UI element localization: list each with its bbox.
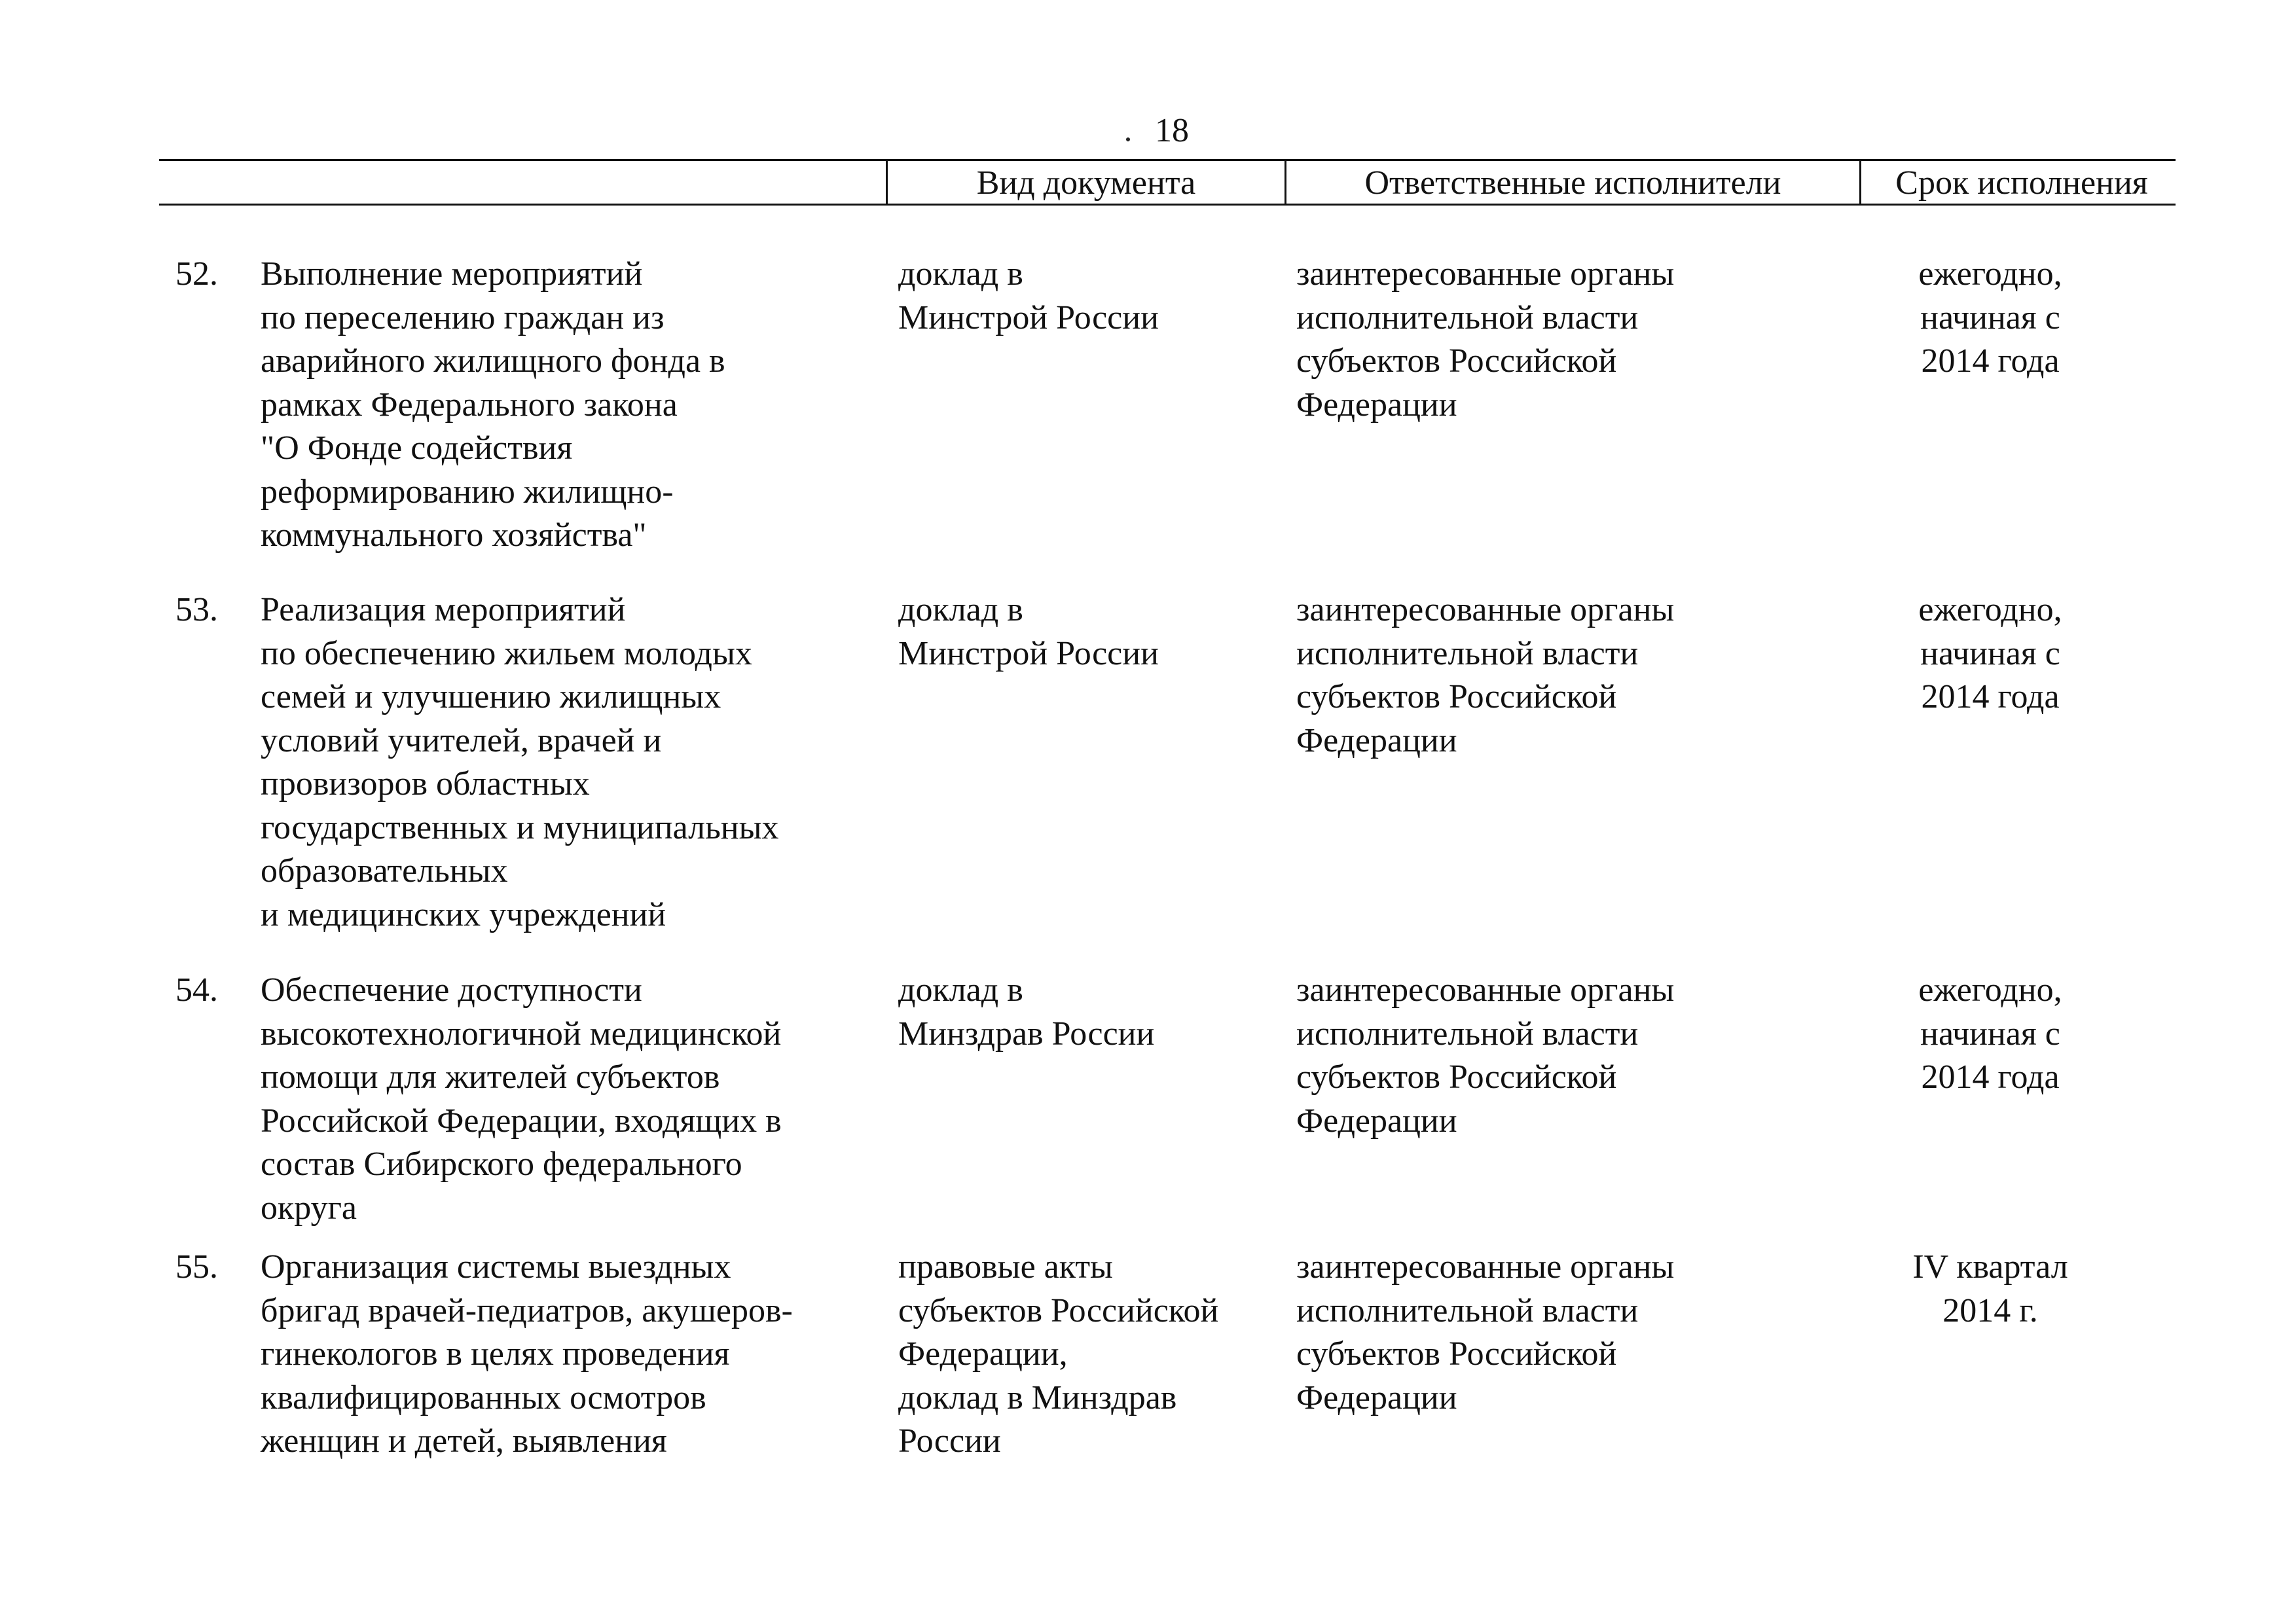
row-doc-type: доклад в Минстрой России (898, 591, 1159, 672)
header-deadline: Срок исполнения (1895, 164, 2148, 202)
header-doc-type: Вид документа (976, 164, 1196, 202)
row-measure: Обеспечение доступности высокотехнологичной медицинской помощи для жителей субъектов Российской Федерации, входящих в состав Сибирского федерального округа (261, 971, 782, 1227)
row-executors: заинтересованные органы исполнительной власти субъектов Российской Федерации (1296, 591, 1675, 759)
page-number (1133, 111, 1211, 151)
row-measure: Организация системы выездных бригад врачей-педиатров, акушеров- гинекологов в целях проведения квалифицированных осмотров женщин и детей, выявления (261, 1248, 793, 1460)
row-executors: заинтересованные органы исполнительной власти субъектов Российской Федерации (1296, 255, 1675, 424)
row-deadline: ежегодно, начиная с 2014 года (1918, 971, 2062, 1096)
row-number: 54. (175, 971, 218, 1009)
scan-speck (1126, 137, 1130, 141)
row-measure: Выполнение мероприятий по переселению граждан из аварийного жилищного фонда в рамках Федерального закона "О Фонде содействия реформированию жилищно- коммунального хозяйства" (261, 255, 725, 554)
row-number: 55. (175, 1248, 218, 1286)
row-number: 53. (175, 591, 218, 628)
row-measure: Реализация мероприятий по обеспечению жильем молодых семей и улучшению жилищных условий учителей, врачей и провизоров областных государственных и муниципальных образовательных и медицинских учреждений (261, 591, 779, 933)
page-number-text: 18 (1155, 112, 1189, 149)
header-executors: Ответственные исполнители (1364, 164, 1781, 202)
row-deadline: ежегодно, начиная с 2014 года (1918, 591, 2062, 715)
row-doc-type: правовые акты субъектов Российской Федерации, доклад в Минздрав России (898, 1248, 1219, 1460)
row-deadline: IV квартал 2014 г. (1912, 1248, 2068, 1329)
table-header-top-rule (159, 159, 2176, 161)
row-executors: заинтересованные органы исполнительной власти субъектов Российской Федерации (1296, 971, 1675, 1140)
row-number: 52. (175, 255, 218, 293)
table-header-bottom-rule (159, 204, 2176, 206)
row-executors: заинтересованные органы исполнительной власти субъектов Российской Федерации (1296, 1248, 1675, 1416)
row-doc-type: доклад в Минздрав России (898, 971, 1155, 1053)
row-doc-type: доклад в Минстрой России (898, 255, 1159, 336)
row-deadline: ежегодно, начиная с 2014 года (1918, 255, 2062, 380)
